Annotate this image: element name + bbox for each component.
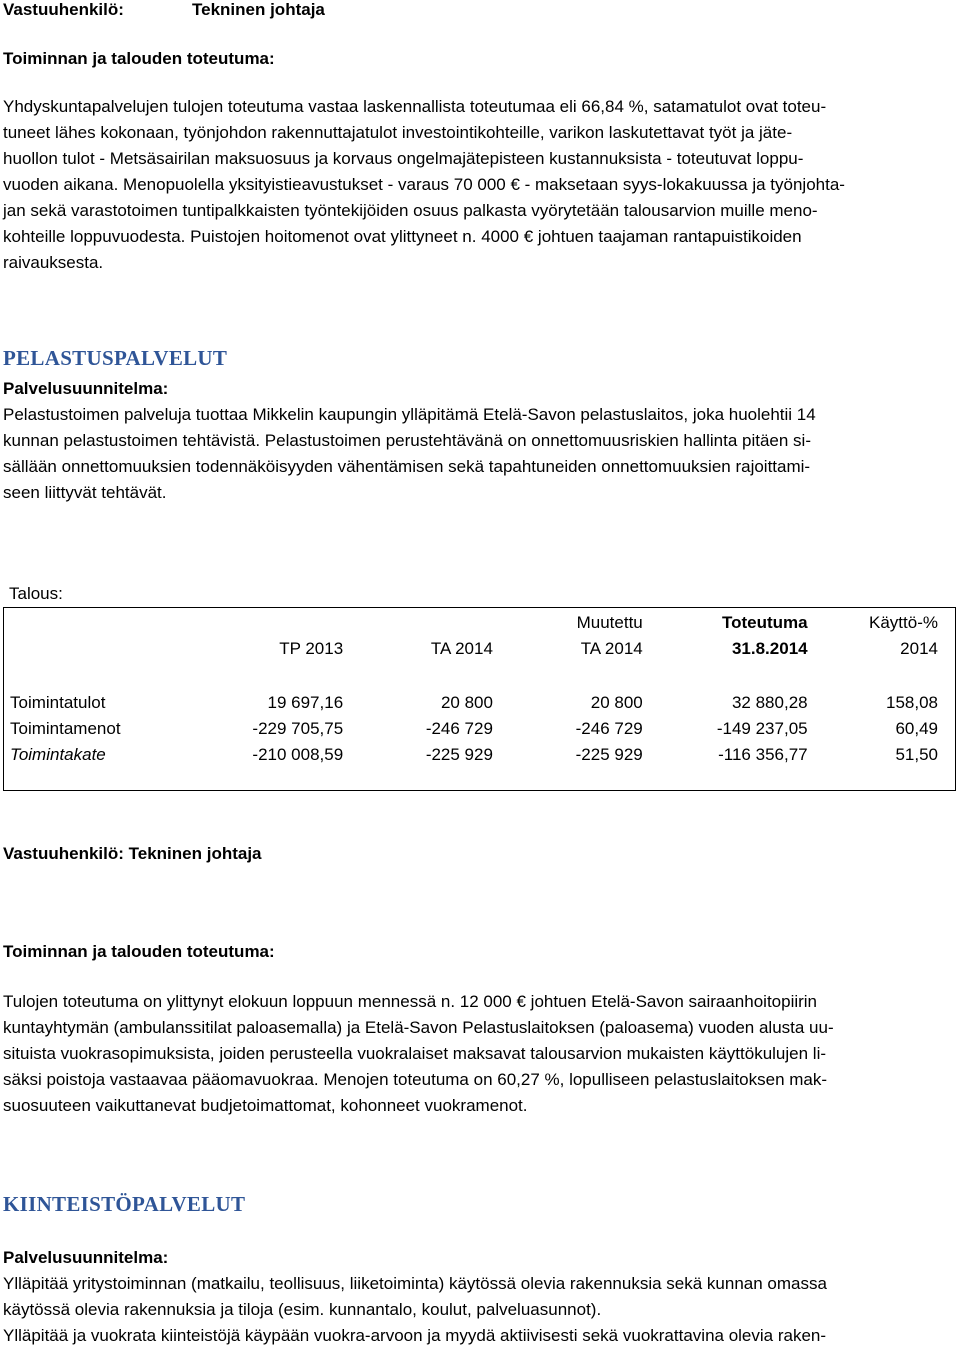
responsible-label: Vastuuhenkilö: [3,0,124,19]
paragraph-line: seen liittyvät tehtävät. [3,483,167,502]
paragraph-line: kohteille loppuvuodesta. Puistojen hoitomenot ovat ylittyneet n. 4000 € johtuen taajaman rantapuistikoiden [3,227,802,246]
paragraph-line: Tulojen toteutuma on ylittynyt elokuun loppuun mennessä n. 12 000 € johtuen Etelä-Savon sairaanhoitopiirin [3,992,818,1011]
paragraph-line: säksi poistoja vastaavaa pääomavuokraa. Menojen toteutuma on 60,27 %, lopulliseen pelastuslaitoksen mak- [3,1070,828,1089]
paragraph-line: kuntayhtymän (ambulanssitilat paloasemalla) ja Etelä-Savon Pelastuslaitoksen (paloasema) vuoden alusta uu- [3,1018,834,1037]
row-label: Toimintatulot [10,692,106,712]
header-kaytto: Käyttö-% [869,612,938,632]
paragraph-line: Pelastustoimen palveluja tuottaa Mikkelin kaupungin ylläpitämä Etelä-Savon pelastuslaitos, joka huolehtii 14 [3,405,816,424]
kiinteisto-plan-heading: Palvelusuunnitelma: [3,1248,169,1267]
table-row [4,662,956,716]
cell-tot: 32 880,28 [731,692,808,712]
cell-tp: 19 697,16 [267,692,344,712]
cell-mta: -246 729 [575,718,643,738]
header-muutettu-ta: TA 2014 [580,638,643,658]
paragraph-line: sällään onnettomuuksien todennäköisyyden vähentämisen sekä tapahtuneiden onnettomuuksien rajoittami- [3,457,811,476]
table-header-row [4,608,956,636]
paragraph-line: situista vuokrasopimuksista, joiden perusteella vuokralaiset maksavat talousarvion mukaisten käyttökulujen li- [3,1044,827,1063]
paragraph-line: tuneet lähes kokonaan, työnjohdon rakennuttajatulot investointikohteille, varikon laskutettavat työt ja jäte- [3,123,793,142]
header-muutettu: Muutettu [576,612,643,632]
paragraph-line: kunnan pelastustoimen tehtävistä. Pelastustoimen perustehtävänä on onnettomuusriskien hallinta pitäen si- [3,431,811,450]
header-toteutuma: Toteutuma [721,612,808,632]
row-label: Toimintakate [10,744,106,764]
header-ta-2014: TA 2014 [430,638,493,658]
cell-tp: -210 008,59 [252,744,344,764]
economy-table [3,607,956,791]
table-header-row [4,636,956,662]
paragraph-line: raivauksesta. [3,253,104,272]
table-row [4,716,956,742]
cell-mta: -225 929 [575,744,643,764]
pelastus-plan-heading: Palvelusuunnitelma: [3,379,169,398]
table-row [4,742,956,768]
cell-mta: 20 800 [590,692,643,712]
cell-tp: -229 705,75 [252,718,344,738]
paragraph-line: huollon tulot - Metsäsairilan maksuosuus ja korvaus ongelmajätepisteen kustannuksista - toteutuvat loppu- [3,149,804,168]
paragraph-line: vuoden aikana. Menopuolella yksityistieavustukset - varaus 70 000 € - maksetaan syys-lokakuussa ja työnjohta- [3,175,845,194]
kiinteisto-title: KIINTEISTÖPALVELUT [3,1192,246,1216]
paragraph-line: Ylläpitää ja vuokrata kiinteistöjä käypään vuokra-arvoon ja myydä aktiivisesti sekä vuokrattavina olevia raken- [3,1326,827,1345]
pelastus-title: PELASTUSPALVELUT [3,346,228,370]
pelastus-realization-heading: Toiminnan ja talouden toteutuma: [3,942,275,961]
cell-ta: 20 800 [440,692,493,712]
header-kaytto-year: 2014 [900,638,938,658]
realization-heading: Toiminnan ja talouden toteutuma: [3,49,275,68]
paragraph-line: Ylläpitää yritystoiminnan (matkailu, teollisuus, liiketoiminta) käytössä olevia rakennuksia sekä kunnan omassa [3,1274,827,1293]
header-toteutuma-date: 31.8.2014 [731,638,808,658]
cell-pct: 51,50 [895,744,938,764]
cell-pct: 158,08 [886,692,938,712]
cell-tot: -116 356,77 [718,744,808,764]
paragraph-line: käytössä olevia rakennuksia ja tiloja (esim. kunnantalo, koulut, palveluasunnot). [3,1300,602,1319]
header-tp-2013: TP 2013 [279,638,344,658]
paragraph-line: suosuuteen vaikuttanevat budjetoimattomat, kohonneet vuokramenot. [3,1096,528,1115]
pelastus-responsible: Vastuuhenkilö: Tekninen johtaja [3,844,262,863]
cell-ta: -246 729 [425,718,493,738]
cell-pct: 60,49 [895,718,938,738]
paragraph-line: Yhdyskuntapalvelujen tulojen toteutuma vastaa laskennallista toteutumaa eli 66,84 %, satamatulot ovat toteu- [3,97,827,116]
cell-ta: -225 929 [425,744,493,764]
cell-tot: -149 237,05 [716,718,808,738]
row-label: Toimintamenot [10,718,121,738]
economy-label: Talous: [9,584,63,603]
responsible-value: Tekninen johtaja [192,0,325,19]
table-spacer-row [4,768,956,791]
paragraph-line: jan sekä varastotoimen tuntipalkkaisten työntekijöiden osuus palkasta vyörytetään talousarvion muille meno- [3,201,818,220]
